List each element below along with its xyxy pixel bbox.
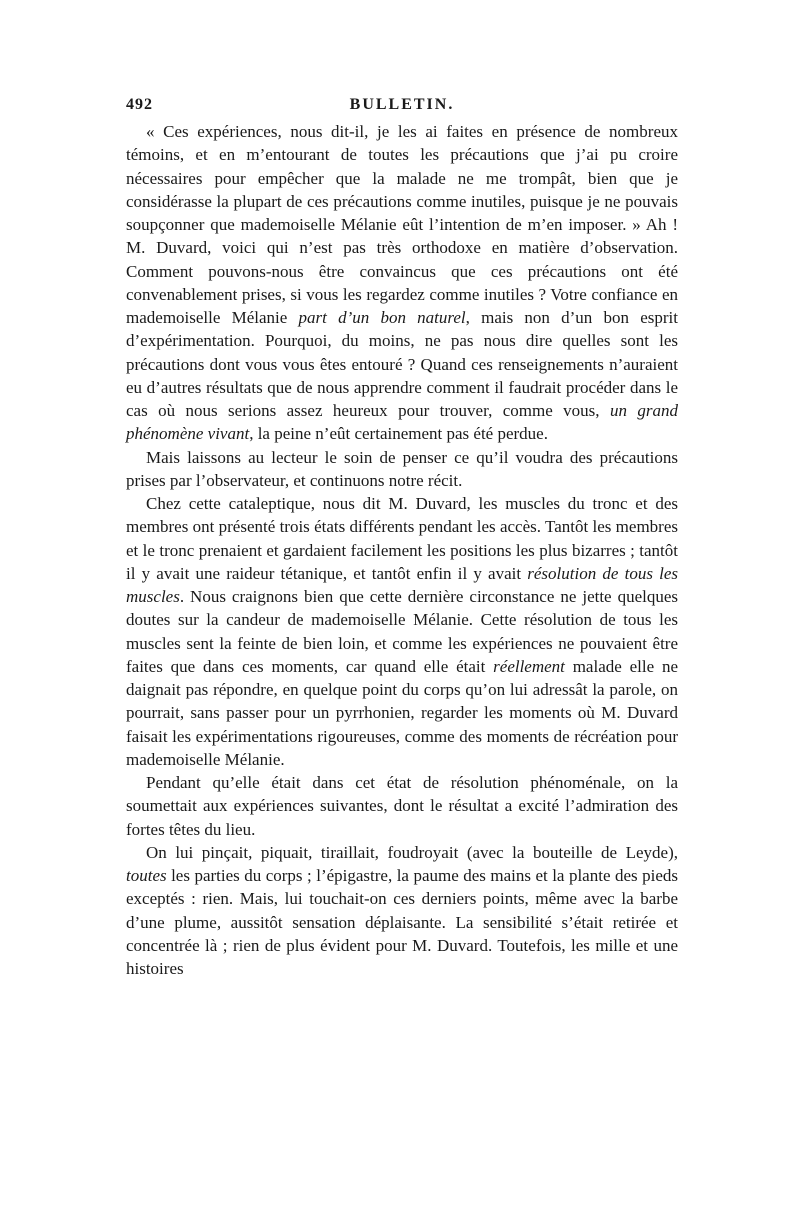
paragraph: [126, 120, 678, 446]
paragraph: [126, 446, 678, 493]
paragraph: [126, 841, 678, 981]
italic-run: résolution de tous les muscles: [126, 563, 678, 606]
text-run: . Nous craignons bien que cette dernière circonstance ne jette quelques doutes sur la candeur de mademoiselle Mélanie. Cette résolution de tous les muscles sent la feinte de bien loin, et comme les expériences ne pouvaient être faites que dans ces moments, car quand elle était: [126, 587, 678, 676]
text-run: , mais non d’un bon esprit d’expérimentation. Pourquoi, du moins, ne pas nous dire quelles sont les précautions dont vous vous êtes entouré ? Quand ces renseignements n’auraient eu d’autres résultats que de nous apprendre comment il faudrait procéder dans le cas où nous serions assez heureux pour trouver, comme vous,: [126, 308, 678, 420]
book-page: [126, 96, 678, 980]
page-number: 492: [126, 96, 153, 113]
italic-run: toutes: [126, 866, 167, 885]
paragraph: [126, 771, 678, 841]
text-run: les parties du corps ; l’épigastre, la paume des mains et la plante des pieds exceptés : rien. Mais, lui touchait-on ces derniers points, même avec la barbe d’une plume, aussitôt sensation déplaisante. La sensibilité s’était retirée et concentrée là ; rien de plus évident pour M. Duvard. Toutefois, les mille et une histoires: [126, 866, 678, 978]
text-run: Pendant qu’elle était dans cet état de résolution phénoménale, on la soumettait aux expériences suivantes, dont le résultat a excité l’admiration des fortes têtes du lieu.: [126, 773, 678, 839]
text-run: On lui pinçait, piquait, tiraillait, foudroyait (avec la bouteille de Leyde),: [146, 842, 678, 862]
running-title: BULLETIN.: [349, 96, 455, 113]
text-run: malade elle ne daignait pas répondre, en quelque point du corps qu’on lui adressât la parole, on pourrait, sans passer pour un pyrrhonien, regarder les moments où M. Duvard faisait les expérimentations rigoureuses, comme des moments de récréation pour mademoiselle Mélanie.: [126, 656, 678, 769]
italic-run: un grand phénomène vivant: [126, 401, 678, 444]
text-run: , la peine n’eût certainement pas été perdue.: [249, 424, 548, 444]
text-run: Mais laissons au lecteur le soin de penser ce qu’il voudra des précautions prises par l’observateur, et continuons notre récit.: [126, 447, 678, 490]
text-run: « Ces expériences, nous dit-il, je les ai faites en présence de nombreux témoins, et en m’entourant de toutes les précautions que j’ai pu croire nécessaires pour empêcher que la malade ne me trompât, bien que je considérasse la plupart de ces précautions comme inutiles, puisque je ne pouvais soupçonner que mademoiselle Mélanie eût l’intention de m’en imposer. » Ah ! M. Duvard, voici qui n’est pas très orthodoxe en matière d’observation. Comment pouvons-nous être convaincus que ces précautions ont été convenablement prises, si vous les regardez comme inutiles ? Votre confiance en mademoiselle Mélanie: [126, 122, 678, 327]
paragraph: [126, 492, 678, 771]
body-text: [126, 120, 678, 980]
text-run: Chez cette cataleptique, nous dit M. Duvard, les muscles du tronc et des membres ont présenté trois états différents pendant les accès. Tantôt les membres et le tronc prenaient et gardaient facilement les positions les plus bizarres ; tantôt il y avait une raideur tétanique, et tantôt enfin il y avait: [126, 494, 678, 583]
italic-run: réellement: [493, 656, 565, 676]
italic-run: part d’un bon naturel: [298, 308, 466, 327]
running-head: [126, 96, 678, 120]
